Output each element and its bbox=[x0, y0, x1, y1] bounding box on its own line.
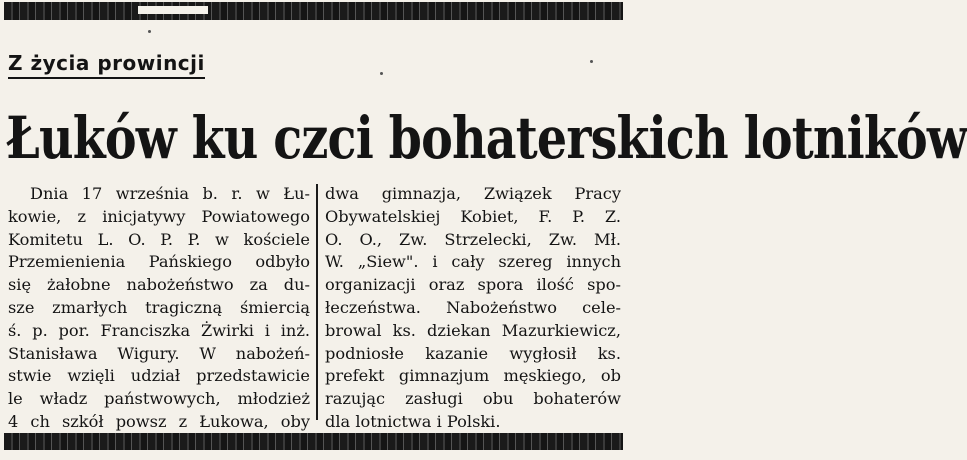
text-line: Przemienienia Pańskiego odbyło bbox=[8, 252, 310, 272]
text-line: kowie, z inicjatywy Powiatowego bbox=[8, 206, 310, 226]
top-ornamental-rule bbox=[4, 2, 623, 20]
text-line: ś. p. por. Franciszka Żwirki i inż. bbox=[8, 320, 310, 340]
text-line: browal ks. dziekan Mazurkiewicz, bbox=[325, 320, 621, 340]
text-line: dla lotnictwa i Polski. bbox=[325, 411, 501, 431]
print-speck bbox=[148, 30, 151, 33]
text-line: dwa gimnazja, Związek Pracy bbox=[325, 184, 621, 203]
text-line: łeczeństwa. Nabożeństwo cele- bbox=[325, 297, 621, 317]
text-line: organizacji oraz spora ilość spo- bbox=[325, 275, 621, 295]
text-line: le władz państwowych, młodzież bbox=[8, 389, 310, 409]
article-headline: Łuków ku czci bohaterskich lotników bbox=[6, 104, 967, 172]
text-line: Stanisława Wigury. W nabożeń- bbox=[8, 343, 310, 363]
text-line: stwie wzięli udział przedstawicie bbox=[8, 366, 310, 386]
article-column-right bbox=[325, 183, 621, 434]
print-speck bbox=[590, 60, 593, 63]
text-line: Komitetu L. O. P. P. w kościele bbox=[8, 229, 310, 249]
text-line: się żałobne nabożeństwo za du- bbox=[8, 275, 310, 295]
text-line: 4 ch szkół powsz z Łukowa, oby bbox=[8, 411, 310, 431]
text-line: prefekt gimnazjum męskiego, ob bbox=[325, 366, 621, 386]
section-kicker: Z życia prowincji bbox=[8, 50, 205, 79]
text-line: podniosłe kazanie wygłosił ks. bbox=[325, 343, 621, 363]
article-column-left bbox=[8, 183, 310, 434]
text-line: W. „Siew". i cały szereg innych bbox=[325, 252, 621, 272]
text-line: razując zasługi obu bohaterów bbox=[325, 389, 621, 409]
column-divider bbox=[316, 184, 318, 420]
print-speck bbox=[380, 72, 383, 75]
text-line: O. O., Zw. Strzelecki, Zw. Mł. bbox=[325, 229, 621, 249]
bottom-ornamental-rule bbox=[4, 433, 623, 450]
text-line: sze zmarłych tragiczną śmiercią bbox=[8, 297, 310, 317]
text-line: Obywatelskiej Kobiet, F. P. Z. bbox=[325, 206, 621, 226]
text-line: Dnia 17 września b. r. w Łu- bbox=[30, 184, 310, 203]
